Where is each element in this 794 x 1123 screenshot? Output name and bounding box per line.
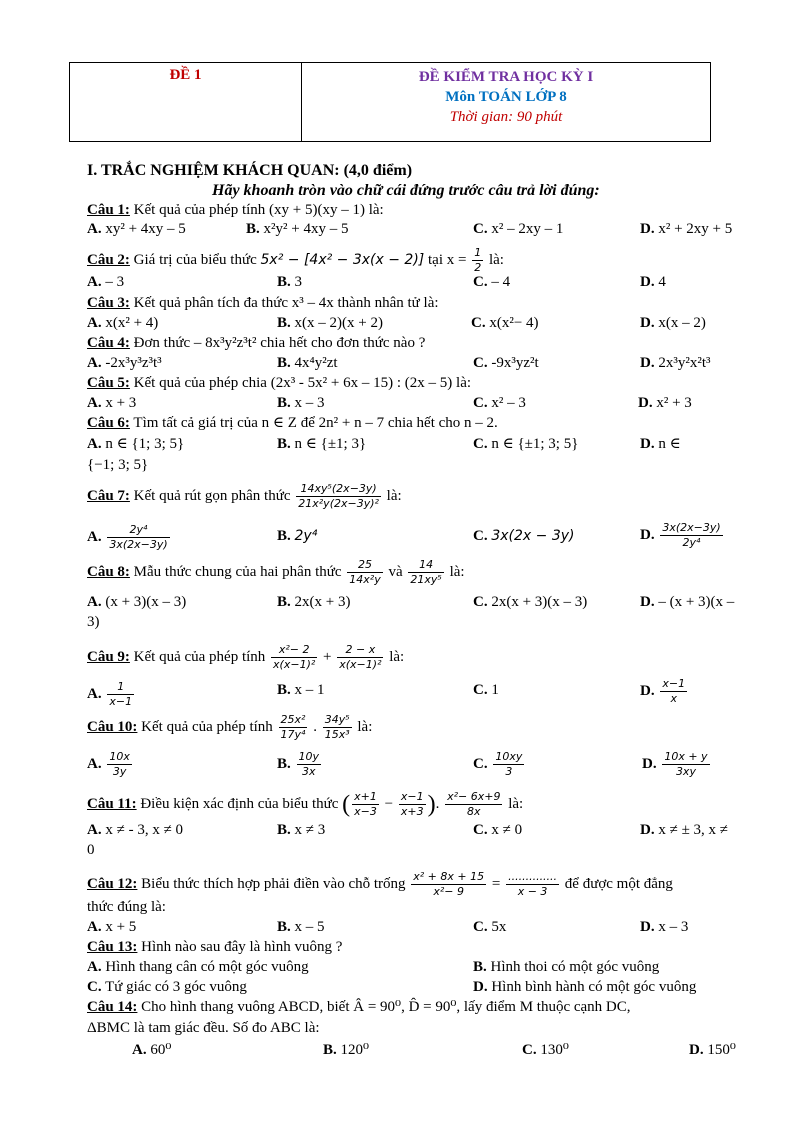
question-13: Câu 13: Hình nào sau đây là hình vuông ? [87,939,343,955]
q3-option-b[interactable]: B. x(x – 2)(x + 2) [277,315,383,331]
q14-option-d[interactable]: D. 150⁰ [689,1042,736,1058]
q12-option-b[interactable]: B. x – 5 [277,919,325,935]
q12-option-a[interactable]: A. x + 5 [87,919,137,935]
q10-option-c[interactable]: C. $\frac{10xy}{3}$ [473,750,523,778]
q12-option-c[interactable]: C. 5x [473,919,507,935]
header-left-cell [70,63,302,141]
q2-option-c[interactable]: C. – 4 [473,274,511,290]
q11-option-c[interactable]: C. x ≠ 0 [473,822,523,838]
section-instruction: Hãy khoanh tròn vào chữ cái đứng trước câu trả lời đúng: [212,182,600,199]
question-14-continued: ΔBMC là tam giác đều. Số đo ABC là: [87,1020,320,1036]
question-1: Câu 1: Kết quả của phép tính (xy + 5)(xy – 1) là: [87,202,384,218]
q9-option-c[interactable]: C. 1 [473,682,499,698]
q14-option-a[interactable]: A. 60⁰ [132,1042,172,1058]
q7-option-c[interactable]: C. 3x(2x − 3y) [473,528,575,544]
q8-option-c[interactable]: C. 2x(x + 3)(x – 3) [473,594,588,610]
section-title: I. TRẮC NGHIỆM KHÁCH QUAN: (4,0 điểm) [87,162,413,179]
q3-option-a[interactable]: A. x(x² + 4) [87,315,159,331]
question-12-continued: thức đúng là: [87,899,166,915]
q5-option-c[interactable]: C. x² – 3 [473,395,526,411]
q4-option-a[interactable]: A. -2x³y³z³t³ [87,355,162,371]
q6-option-d-continued: {−1; 3; 5} [87,457,149,473]
q8-option-b[interactable]: B. 2x(x + 3) [277,594,351,610]
exam-time: Thời gian: 90 phút [449,109,563,125]
question-10: Câu 10: Kết quả của phép tính $\frac{\text{25x²}}{\text{17y⁴}}$ . $\frac{\text{34y⁵}}{\text{15x³}}$ là: [87,713,373,741]
q1-option-b[interactable]: B. x²y² + 4xy – 5 [246,221,349,237]
question-6: Câu 6: Tìm tất cả giá trị của n ∈ Z để 2n² + n – 7 chia hết cho n – 2. [87,415,498,431]
q1-option-c[interactable]: C. x² – 2xy – 1 [473,221,564,237]
q8-option-d-continued: 3) [87,614,100,630]
q8-option-a[interactable]: A. (x + 3)(x – 3) [87,594,187,610]
q9-option-a[interactable]: A. $\frac{1}{x-1}$ [87,680,133,708]
q6-option-d[interactable]: D. n ∈ [640,436,681,452]
header-table [69,62,711,142]
q4-option-b[interactable]: B. 4x⁴y²zt [277,355,338,371]
q6-option-a[interactable]: A. n ∈ {1; 3; 5} [87,436,185,452]
header-right-cell [302,63,710,141]
q11-option-a[interactable]: A. x ≠ - 3, x ≠ 0 [87,822,184,838]
q11-option-b[interactable]: B. x ≠ 3 [277,822,326,838]
q13-option-b[interactable]: B. Hình thoi có một góc vuông [473,959,660,975]
q2-option-a[interactable]: A. – 3 [87,274,125,290]
q7-option-d[interactable]: D. $\frac{3x(2x-3y)}{\text{2y⁴}}$ [640,521,721,549]
q3-option-c[interactable]: C. x(x²− 4) [471,315,539,331]
question-2: Câu 2: Giá trị của biểu thức 5x² − [4x² − 3x(x − 2)] tại x = $\frac{1}{2}$ là: [87,246,504,274]
q12-option-d[interactable]: D. x – 3 [640,919,689,935]
q7-fraction: $\frac{\text{14xy⁵(2x−3y)}}{\text{21x²y(2x−3y)²}}$ [298,482,379,510]
q10-option-b[interactable]: B. $\frac{10y}{3x}$ [277,750,320,778]
question-7: Câu 7: Kết quả rút gọn phân thức $\frac{\text{14xy⁵(2x−3y)}}{\text{21x²y(2x−3y)²}}$ là: [87,482,402,510]
q5-option-a[interactable]: A. x + 3 [87,395,137,411]
q5-option-b[interactable]: B. x – 3 [277,395,325,411]
q3-option-d[interactable]: D. x(x – 2) [640,315,706,331]
q2-fraction: $\frac{1}{2}$ [474,246,482,274]
q14-option-b[interactable]: B. 120⁰ [323,1042,370,1058]
exam-title: ĐỀ KIỂM TRA HỌC KỲ I [418,69,594,85]
q13-option-c[interactable]: C. Tứ giác có 3 góc vuông [87,979,247,995]
q2-option-d[interactable]: D. 4 [640,274,666,290]
q10-option-d[interactable]: D. $\frac{10x + y}{3xy}$ [642,750,708,778]
question-5: Câu 5: Kết quả của phép chia (2x³ - 5x² + 6x – 15) : (2x – 5) là: [87,375,472,391]
q13-option-a[interactable]: A. Hình thang cân có một góc vuông [87,959,309,975]
q6-option-c[interactable]: C. n ∈ {±1; 3; 5} [473,436,579,452]
q10-option-a[interactable]: A. $\frac{10x}{3y}$ [87,750,130,778]
q6-option-b[interactable]: B. n ∈ {±1; 3} [277,436,367,452]
q4-option-c[interactable]: C. -9x³yz²t [473,355,539,371]
q7-option-b[interactable]: B. 2y⁴ [277,528,318,544]
q1-option-d[interactable]: D. x² + 2xy + 5 [640,221,733,237]
q2-option-b[interactable]: B. 3 [277,274,303,290]
q14-option-c[interactable]: C. 130⁰ [522,1042,569,1058]
q11-option-d[interactable]: D. x ≠ ± 3, x ≠ [640,822,729,838]
q5-option-d[interactable]: D. x² + 3 [638,395,692,411]
q9-option-d[interactable]: D. $\frac{x-1}{x}$ [640,677,686,705]
q8-option-d[interactable]: D. – (x + 3)(x – [640,594,735,610]
q4-option-d[interactable]: D. 2x³y²x²t³ [640,355,711,371]
q13-option-d[interactable]: D. Hình bình hành có một góc vuông [473,979,697,995]
question-11: Câu 11: Điều kiện xác định của biểu thức ( $\frac{x+1}{x-3}$ − $\frac{x-1}{x+3}$ ). $\frac{\text{x²− 6x+9}}{8x}$ là: [87,790,524,818]
question-12: Câu 12: Biểu thức thích hợp phải điền vào chỗ trống $\frac{\text{x² + 8x + 15}}{\text{x²− 9}}$ = $\frac{..............}{x - 3}$ để được một đẳng [87,870,673,898]
exam-subject: Môn TOÁN LỚP 8 [445,89,567,105]
q1-option-a[interactable]: A. xy² + 4xy – 5 [87,221,186,237]
question-14: Câu 14: Cho hình thang vuông ABCD, biết Â = 90⁰, D̂ = 90⁰, lấy điểm M thuộc cạnh DC, [87,999,631,1015]
question-9: Câu 9: Kết quả của phép tính $\frac{\text{x²− 2}}{\text{x(x−1)²}}$ + $\frac{2 - x}{\text{x(x−1)²}}$ là: [87,643,405,671]
q9-option-b[interactable]: B. x – 1 [277,682,325,698]
question-4: Câu 4: Đơn thức – 8x³y²z³t² chia hết cho đơn thức nào ? [87,335,426,351]
exam-number: ĐỀ 1 [169,67,202,83]
q11-option-d-continued: 0 [87,842,95,858]
question-8: Câu 8: Mẫu thức chung của hai phân thức $\frac{25}{\text{14x²y}}$ và $\frac{14}{\text{21xy⁵}}$ là: [87,558,465,586]
q7-option-a[interactable]: A. $\frac{\text{2y⁴}}{3x(2x-3y)}$ [87,523,168,551]
question-3: Câu 3: Kết quả phân tích đa thức x³ – 4x thành nhân tử là: [87,295,439,311]
